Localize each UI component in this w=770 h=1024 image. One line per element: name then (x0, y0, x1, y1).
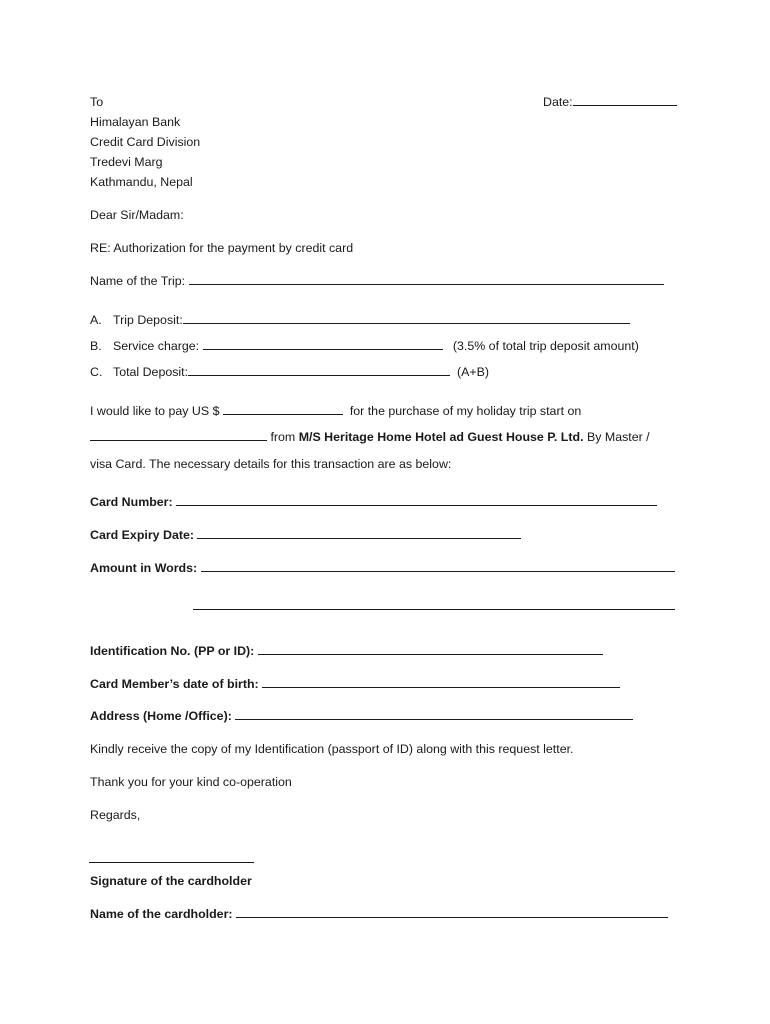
signature-label: Signature of the cardholder (90, 874, 252, 888)
amount-words-field (90, 560, 675, 576)
signature-line[interactable] (89, 862, 254, 863)
item-label: Service charge: (113, 339, 200, 353)
item-suffix: (A+B) (456, 365, 489, 379)
trip-start-date-blank[interactable] (90, 429, 267, 441)
identification-field (90, 643, 603, 659)
bank-name: Himalayan Bank (90, 115, 181, 129)
dob-label: Card Member’s date of birth: (90, 677, 259, 691)
address-field (90, 708, 633, 724)
item-marker: C. (90, 365, 103, 379)
cardholder-name-label: Name of the cardholder: (90, 907, 233, 921)
trip-name-blank[interactable] (189, 273, 664, 285)
date-blank[interactable] (573, 94, 677, 106)
item-suffix: (3.5% of total trip deposit amount) (452, 339, 639, 353)
paragraph-line-1 (90, 403, 581, 419)
to-label: To (90, 95, 104, 109)
trip-deposit-blank[interactable] (183, 312, 630, 324)
purchase-text: for the purchase of my holiday trip start on (349, 404, 582, 418)
card-number-blank[interactable] (176, 494, 657, 506)
identification-blank[interactable] (258, 643, 603, 655)
paragraph-line-3: visa Card. The necessary details for this transaction are as below: (90, 457, 452, 471)
date-field (543, 94, 677, 110)
identification-label: Identification No. (PP or ID): (90, 644, 255, 658)
bank-division: Credit Card Division (90, 135, 201, 149)
pay-text: I would like to pay US $ (90, 404, 220, 418)
trip-name-label: Name of the Trip: (90, 274, 186, 288)
item-total-deposit (90, 364, 489, 380)
bank-city: Kathmandu, Nepal (90, 175, 193, 189)
item-marker: B. (90, 339, 102, 353)
copy-note: Kindly receive the copy of my Identification (passport of ID) along with this request letter. (90, 742, 574, 756)
salutation: Dear Sir/Madam: (90, 208, 184, 222)
date-label: Date: (543, 95, 573, 109)
card-expiry-blank[interactable] (197, 527, 521, 539)
service-charge-blank[interactable] (203, 338, 443, 350)
dob-field (90, 676, 620, 692)
trip-name-field (90, 273, 664, 289)
thanks-line: Thank you for your kind co-operation (90, 775, 292, 789)
regards-line: Regards, (90, 808, 141, 822)
amount-words-blank-2[interactable] (193, 609, 675, 610)
cardholder-name-field (90, 906, 668, 922)
bank-street: Tredevi Marg (90, 155, 163, 169)
card-expiry-field (90, 527, 521, 543)
amount-blank[interactable] (223, 403, 343, 415)
item-label: Total Deposit: (113, 365, 189, 379)
paragraph-line-2 (90, 429, 650, 445)
company-name: M/S Heritage Home Hotel ad Guest House P. Ltd. (298, 430, 584, 444)
address-blank[interactable] (235, 708, 633, 720)
subject-line: RE: Authorization for the payment by credit card (90, 241, 354, 255)
card-number-label: Card Number: (90, 495, 173, 509)
from-text: from (270, 430, 296, 444)
item-marker: A. (90, 313, 102, 327)
total-deposit-blank[interactable] (188, 364, 450, 376)
item-service-charge (90, 338, 639, 354)
by-master-text: By Master / (586, 430, 650, 444)
address-label: Address (Home /Office): (90, 709, 232, 723)
card-expiry-label: Card Expiry Date: (90, 528, 194, 542)
amount-words-blank[interactable] (201, 560, 675, 572)
dob-blank[interactable] (262, 676, 620, 688)
item-trip-deposit (90, 312, 630, 328)
cardholder-name-blank[interactable] (236, 906, 668, 918)
item-label: Trip Deposit: (113, 313, 183, 327)
card-number-field (90, 494, 657, 510)
amount-words-label: Amount in Words: (90, 561, 198, 575)
